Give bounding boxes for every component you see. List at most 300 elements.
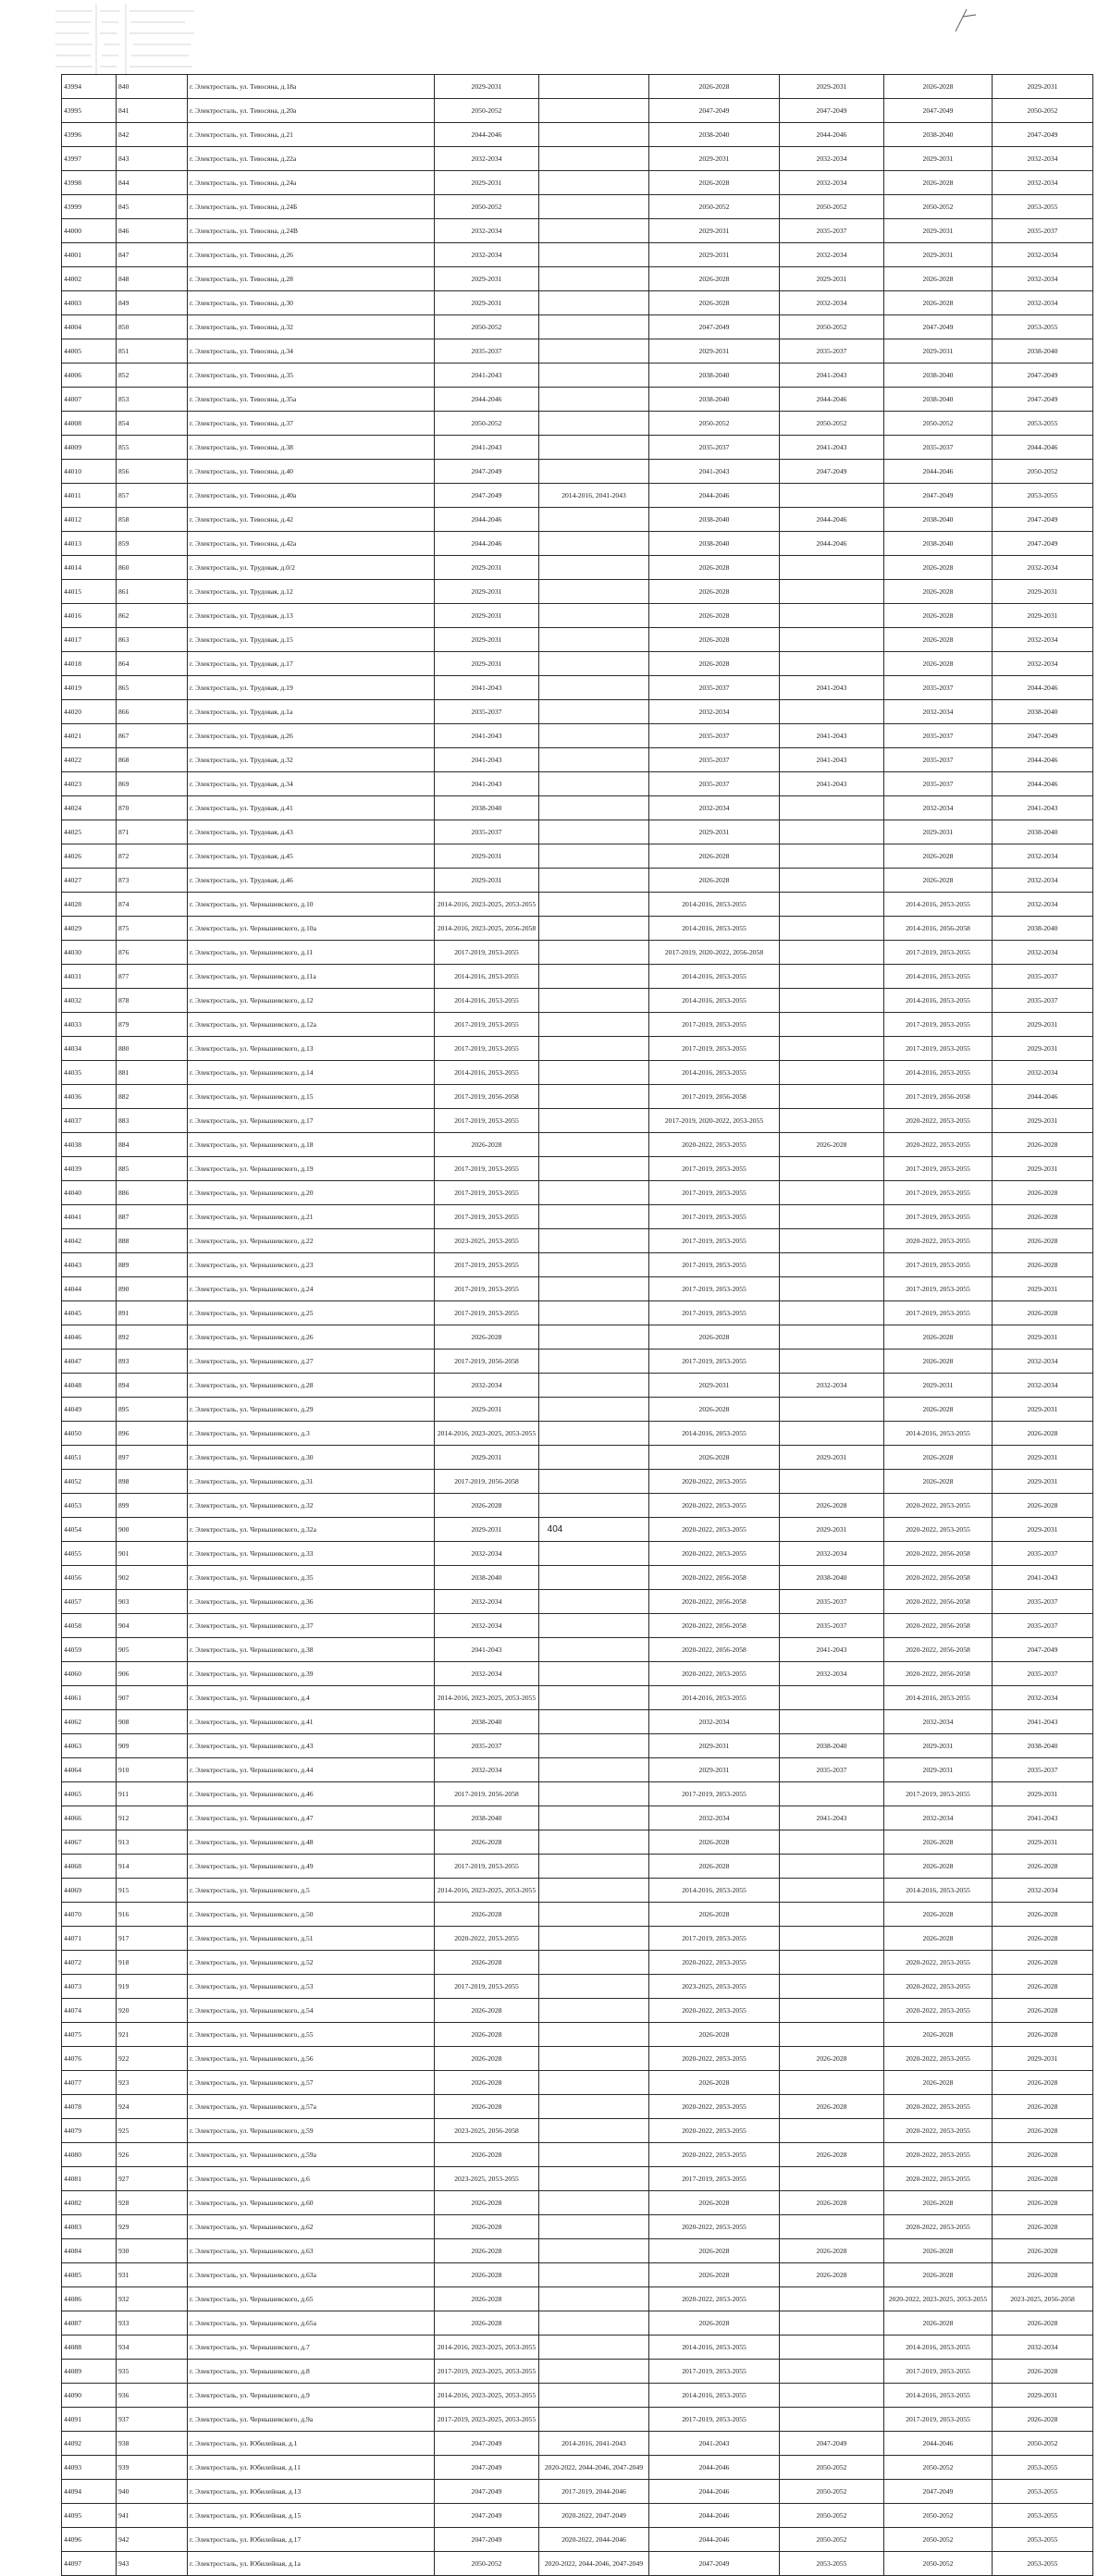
period-col-3-cell: 2044-2046 [649,2528,780,2552]
address-cell: г. Электросталь, ул. Чернышевского, д.56 [188,2047,435,2071]
period-col-6-cell: 2032-2034 [993,2336,1093,2360]
period-col-4-cell [780,2119,884,2143]
address-cell: г. Электросталь, ул. Тевосяна, д.40а [188,484,435,508]
table-row [62,1374,1093,1398]
period-col-4-cell [780,1782,884,1806]
period-col-1-cell: 2017-2019, 2056-2058 [435,1782,539,1806]
period-col-4-cell: 2035-2037 [780,1614,884,1638]
period-col-5-cell: 2026-2028 [884,2263,993,2287]
period-col-4-cell: 2038-2040 [780,1734,884,1758]
record-id-cell: 44057 [62,1590,117,1614]
address-cell: г. Электросталь, ул. Чернышевского, д.26 [188,1325,435,1350]
period-col-2-cell [539,1686,649,1710]
address-cell: г. Электросталь, ул. Чернышевского, д.12 [188,989,435,1013]
period-col-1-cell: 2044-2046 [435,388,539,412]
period-col-2-cell [539,1037,649,1061]
record-id-cell: 44056 [62,1566,117,1590]
period-col-3-cell: 2044-2046 [649,2456,780,2480]
period-col-3-cell: 2020-2022, 2056-2058 [649,1614,780,1638]
row-number-cell: 841 [117,99,188,123]
address-cell: г. Электросталь, ул. Чернышевского, д.37 [188,1614,435,1638]
address-cell: г. Электросталь, ул. Чернышевского, д.47 [188,1806,435,1830]
period-col-4-cell: 2041-2043 [780,364,884,388]
period-col-5-cell: 2017-2019, 2053-2055 [884,1782,993,1806]
period-col-3-cell: 2017-2019, 2053-2055 [649,1037,780,1061]
period-col-6-cell: 2032-2034 [993,1879,1093,1903]
table-row [62,1277,1093,1301]
record-id-cell: 44053 [62,1494,117,1518]
period-col-5-cell: 2035-2037 [884,772,993,796]
row-number-cell: 901 [117,1542,188,1566]
period-col-2-cell [539,2311,649,2336]
record-id-cell: 44039 [62,1157,117,1181]
row-number-cell: 910 [117,1758,188,1782]
table-row [62,1061,1093,1085]
period-col-2-cell [539,2047,649,2071]
period-col-1-cell: 2017-2019, 2053-2055 [435,1301,539,1325]
row-number-cell: 847 [117,243,188,267]
record-id-cell: 44084 [62,2239,117,2263]
period-col-1-cell: 2026-2028 [435,2095,539,2119]
period-col-3-cell: 2041-2043 [649,2432,780,2456]
period-col-6-cell: 2026-2028 [993,2095,1093,2119]
address-cell: г. Электросталь, ул. Тевосяна, д.34 [188,339,435,364]
period-col-2-cell [539,2119,649,2143]
period-col-2-cell [539,1157,649,1181]
period-col-3-cell: 2020-2022, 2053-2055 [649,1662,780,1686]
period-col-6-cell: 2041-2043 [993,1710,1093,1734]
table-row [62,1975,1093,1999]
period-col-3-cell: 2029-2031 [649,1374,780,1398]
period-col-6-cell: 2029-2031 [993,1325,1093,1350]
period-col-2-cell [539,1470,649,1494]
period-col-2-cell [539,1350,649,1374]
period-col-3-cell: 2017-2019, 2020-2022, 2053-2055 [649,1109,780,1133]
period-col-4-cell [780,652,884,676]
period-col-1-cell: 2047-2049 [435,2480,539,2504]
period-col-3-cell: 2014-2016, 2053-2055 [649,989,780,1013]
period-col-3-cell: 2017-2019, 2053-2055 [649,2360,780,2384]
period-col-6-cell: 2029-2031 [993,75,1093,99]
period-col-4-cell [780,796,884,820]
period-col-5-cell: 2044-2046 [884,460,993,484]
period-col-3-cell: 2017-2019, 2053-2055 [649,1157,780,1181]
period-col-3-cell: 2029-2031 [649,1758,780,1782]
period-col-2-cell [539,195,649,219]
row-number-cell: 921 [117,2023,188,2047]
period-col-3-cell: 2020-2022, 2056-2058 [649,1566,780,1590]
period-col-5-cell: 2047-2049 [884,315,993,339]
table-row [62,941,1093,965]
record-id-cell: 44009 [62,436,117,460]
row-number-cell: 906 [117,1662,188,1686]
period-col-4-cell [780,1181,884,1205]
table-row [62,2456,1093,2480]
record-id-cell: 44035 [62,1061,117,1085]
period-col-5-cell: 2020-2022, 2056-2058 [884,1662,993,1686]
record-id-cell: 44012 [62,508,117,532]
period-col-2-cell [539,1446,649,1470]
row-number-cell: 885 [117,1157,188,1181]
period-col-5-cell: 2020-2022, 2053-2055 [884,2047,993,2071]
period-col-2-cell [539,1855,649,1879]
period-col-1-cell: 2041-2043 [435,436,539,460]
period-col-3-cell: 2017-2019, 2056-2058 [649,1085,780,1109]
period-col-5-cell: 2026-2028 [884,869,993,893]
period-col-1-cell: 2017-2019, 2023-2025, 2053-2055 [435,2360,539,2384]
record-id-cell: 44054 [62,1518,117,1542]
period-col-3-cell: 2035-2037 [649,748,780,772]
period-col-5-cell: 2047-2049 [884,2480,993,2504]
period-col-6-cell: 2035-2037 [993,1590,1093,1614]
period-col-4-cell: 2050-2052 [780,2480,884,2504]
record-id-cell: 44096 [62,2528,117,2552]
table-row [62,2360,1093,2384]
row-number-cell: 890 [117,1277,188,1301]
row-number-cell: 868 [117,748,188,772]
period-col-1-cell: 2014-2016, 2023-2025, 2056-2058 [435,917,539,941]
period-col-3-cell: 2044-2046 [649,484,780,508]
period-col-6-cell: 2026-2028 [993,1422,1093,1446]
period-col-3-cell: 2014-2016, 2053-2055 [649,893,780,917]
address-cell: г. Электросталь, ул. Чернышевского, д.30 [188,1446,435,1470]
period-col-2-cell [539,243,649,267]
period-col-4-cell: 2029-2031 [780,75,884,99]
address-cell: г. Электросталь, ул. Чернышевского, д.22 [188,1229,435,1253]
period-col-3-cell: 2026-2028 [649,652,780,676]
period-col-3-cell: 2026-2028 [649,1855,780,1879]
record-id-cell: 44072 [62,1951,117,1975]
period-col-2-cell [539,1806,649,1830]
period-col-1-cell: 2038-2040 [435,1710,539,1734]
period-col-6-cell: 2026-2028 [993,2360,1093,2384]
record-id-cell: 44043 [62,1253,117,1277]
period-col-6-cell: 2029-2031 [993,1013,1093,1037]
period-col-3-cell: 2020-2022, 2053-2055 [649,1542,780,1566]
period-col-3-cell: 2017-2019, 2053-2055 [649,1350,780,1374]
row-number-cell: 914 [117,1855,188,1879]
period-col-5-cell: 2050-2052 [884,2552,993,2576]
period-col-3-cell: 2038-2040 [649,508,780,532]
period-col-1-cell: 2014-2016, 2023-2025, 2053-2055 [435,1879,539,1903]
table-row [62,796,1093,820]
period-col-1-cell: 2017-2019, 2053-2055 [435,1975,539,1999]
record-id-cell: 44071 [62,1927,117,1951]
address-cell: г. Электросталь, ул. Трудовая, д.13 [188,604,435,628]
period-col-5-cell: 2050-2052 [884,2528,993,2552]
table-row [62,1855,1093,1879]
table-row [62,965,1093,989]
period-col-4-cell [780,628,884,652]
period-col-5-cell: 2032-2034 [884,700,993,724]
row-number-cell: 871 [117,820,188,844]
period-col-2-cell [539,267,649,291]
period-col-2-cell [539,917,649,941]
period-col-4-cell [780,2360,884,2384]
period-col-6-cell: 2026-2028 [993,2143,1093,2167]
period-col-5-cell: 2017-2019, 2053-2055 [884,1301,993,1325]
period-col-5-cell: 2014-2016, 2053-2055 [884,1061,993,1085]
period-col-6-cell: 2026-2028 [993,2191,1093,2215]
address-cell: г. Электросталь, ул. Чернышевского, д.35 [188,1566,435,1590]
row-number-cell: 877 [117,965,188,989]
period-col-3-cell: 2017-2019, 2053-2055 [649,1782,780,1806]
row-number-cell: 859 [117,532,188,556]
period-col-6-cell: 2029-2031 [993,1518,1093,1542]
period-col-2-cell [539,2239,649,2263]
table-row [62,2047,1093,2071]
address-cell: г. Электросталь, ул. Трудовая, д.0/2 [188,556,435,580]
period-col-5-cell: 2026-2028 [884,2239,993,2263]
address-cell: г. Электросталь, ул. Трудовая, д.43 [188,820,435,844]
row-number-cell: 856 [117,460,188,484]
table-row [62,1879,1093,1903]
record-id-cell: 44002 [62,267,117,291]
period-col-4-cell [780,917,884,941]
period-col-2-cell [539,628,649,652]
record-id-cell: 44007 [62,388,117,412]
record-id-cell: 44033 [62,1013,117,1037]
period-col-6-cell: 2032-2034 [993,171,1093,195]
period-col-1-cell: 2017-2019, 2053-2055 [435,1205,539,1229]
record-id-cell: 44061 [62,1686,117,1710]
record-id-cell: 44050 [62,1422,117,1446]
period-col-2-cell [539,291,649,315]
period-col-1-cell: 2017-2019, 2053-2055 [435,1013,539,1037]
period-col-5-cell: 2020-2022, 2053-2055 [884,1133,993,1157]
period-col-4-cell: 2041-2043 [780,772,884,796]
address-cell: г. Электросталь, ул. Чернышевского, д.55 [188,2023,435,2047]
table-row [62,1566,1093,1590]
row-number-cell: 902 [117,1566,188,1590]
period-col-6-cell: 2026-2028 [993,2167,1093,2191]
period-col-1-cell: 2038-2040 [435,1806,539,1830]
period-col-4-cell [780,1398,884,1422]
row-number-cell: 861 [117,580,188,604]
row-number-cell: 882 [117,1085,188,1109]
period-col-5-cell: 2014-2016, 2053-2055 [884,2384,993,2408]
period-col-5-cell: 2032-2034 [884,796,993,820]
record-id-cell: 44049 [62,1398,117,1422]
period-col-3-cell: 2038-2040 [649,388,780,412]
period-col-2-cell [539,412,649,436]
record-id-cell: 44001 [62,243,117,267]
period-col-1-cell: 2029-2031 [435,267,539,291]
row-number-cell: 881 [117,1061,188,1085]
table-row [62,243,1093,267]
address-cell: г. Электросталь, ул. Тевосяна, д.40 [188,460,435,484]
record-id-cell: 44077 [62,2071,117,2095]
address-cell: г. Электросталь, ул. Тевосяна, д.32 [188,315,435,339]
row-number-cell: 844 [117,171,188,195]
period-col-3-cell: 2020-2022, 2053-2055 [649,2047,780,2071]
table-row [62,2408,1093,2432]
row-number-cell: 895 [117,1398,188,1422]
period-col-5-cell: 2014-2016, 2056-2058 [884,917,993,941]
period-col-6-cell: 2026-2028 [993,1975,1093,1999]
period-col-3-cell: 2047-2049 [649,2552,780,2576]
record-id-cell: 44026 [62,844,117,869]
period-col-1-cell: 2032-2034 [435,1758,539,1782]
table-row [62,508,1093,532]
period-col-6-cell: 2026-2028 [993,2263,1093,2287]
row-number-cell: 873 [117,869,188,893]
period-col-1-cell: 2050-2052 [435,412,539,436]
period-col-5-cell: 2020-2022, 2056-2058 [884,1614,993,1638]
period-col-3-cell: 2035-2037 [649,676,780,700]
period-col-4-cell: 2038-2040 [780,1566,884,1590]
period-col-5-cell: 2026-2028 [884,628,993,652]
period-col-2-cell [539,941,649,965]
row-number-cell: 872 [117,844,188,869]
period-col-1-cell: 2047-2049 [435,2456,539,2480]
address-cell: г. Электросталь, ул. Чернышевского, д.19 [188,1157,435,1181]
period-col-4-cell [780,580,884,604]
period-col-3-cell: 2026-2028 [649,291,780,315]
period-col-3-cell: 2023-2025, 2053-2055 [649,1975,780,1999]
record-id-cell: 44078 [62,2095,117,2119]
table-row [62,2504,1093,2528]
period-col-5-cell: 2020-2022, 2053-2055 [884,2143,993,2167]
record-id-cell: 44094 [62,2480,117,2504]
record-id-cell: 44010 [62,460,117,484]
period-col-1-cell: 2041-2043 [435,1638,539,1662]
period-col-4-cell: 2032-2034 [780,291,884,315]
period-col-3-cell: 2026-2028 [649,869,780,893]
table-row [62,412,1093,436]
record-id-cell: 44000 [62,219,117,243]
table-row [62,1350,1093,1374]
record-id-cell: 44091 [62,2408,117,2432]
period-col-4-cell: 2026-2028 [780,1494,884,1518]
period-col-4-cell [780,1710,884,1734]
record-id-cell: 44032 [62,989,117,1013]
table-row [62,1301,1093,1325]
period-col-5-cell: 2020-2022, 2053-2055 [884,2119,993,2143]
period-col-2-cell [539,1662,649,1686]
period-col-4-cell: 2032-2034 [780,171,884,195]
address-cell: г. Электросталь, ул. Чернышевского, д.49 [188,1855,435,1879]
period-col-5-cell: 2038-2040 [884,123,993,147]
period-col-5-cell: 2020-2022, 2053-2055 [884,1494,993,1518]
period-col-1-cell: 2017-2019, 2053-2055 [435,1157,539,1181]
period-col-5-cell: 2020-2022, 2053-2055 [884,1109,993,1133]
period-col-1-cell: 2029-2031 [435,604,539,628]
row-number-cell: 940 [117,2480,188,2504]
period-col-5-cell: 2017-2019, 2053-2055 [884,1205,993,1229]
period-col-4-cell [780,1903,884,1927]
period-col-1-cell: 2026-2028 [435,1494,539,1518]
address-cell: г. Электросталь, ул. Чернышевского, д.15 [188,1085,435,1109]
address-cell: г. Электросталь, ул. Тевосяна, д.24Б [188,195,435,219]
period-col-2-cell [539,1590,649,1614]
record-id-cell: 44005 [62,339,117,364]
period-col-1-cell: 2026-2028 [435,2263,539,2287]
address-cell: г. Электросталь, ул. Тевосяна, д.20а [188,99,435,123]
period-col-5-cell: 2026-2028 [884,2023,993,2047]
table-row [62,700,1093,724]
address-cell: г. Электросталь, ул. Чернышевского, д.60 [188,2191,435,2215]
period-col-6-cell: 2053-2055 [993,2480,1093,2504]
period-col-6-cell: 2026-2028 [993,1903,1093,1927]
period-col-3-cell: 2026-2028 [649,2239,780,2263]
row-number-cell: 887 [117,1205,188,1229]
period-col-1-cell: 2029-2031 [435,556,539,580]
period-col-3-cell: 2020-2022, 2053-2055 [649,2215,780,2239]
period-col-5-cell: 2014-2016, 2053-2055 [884,893,993,917]
record-id-cell: 44058 [62,1614,117,1638]
period-col-3-cell: 2029-2031 [649,147,780,171]
period-col-1-cell: 2041-2043 [435,676,539,700]
period-col-5-cell: 2014-2016, 2053-2055 [884,1422,993,1446]
period-col-5-cell: 2017-2019, 2053-2055 [884,2408,993,2432]
record-id-cell: 43996 [62,123,117,147]
record-id-cell: 44045 [62,1301,117,1325]
period-col-3-cell: 2020-2022, 2053-2055 [649,1470,780,1494]
table-row [62,99,1093,123]
period-col-4-cell: 2044-2046 [780,508,884,532]
address-cell: г. Электросталь, ул. Чернышевского, д.41 [188,1710,435,1734]
period-col-6-cell: 2053-2055 [993,315,1093,339]
table-row [62,1037,1093,1061]
row-number-cell: 853 [117,388,188,412]
period-col-5-cell: 2020-2022, 2053-2055 [884,1518,993,1542]
table-row [62,388,1093,412]
period-col-5-cell: 2026-2028 [884,1470,993,1494]
period-col-4-cell [780,1277,884,1301]
record-id-cell: 44064 [62,1758,117,1782]
table-row [62,2119,1093,2143]
table-row [62,1951,1093,1975]
period-col-5-cell: 2017-2019, 2053-2055 [884,1181,993,1205]
period-col-2-cell [539,1638,649,1662]
table-row [62,2552,1093,2576]
period-col-6-cell: 2026-2028 [993,2239,1093,2263]
period-col-2-cell [539,219,649,243]
period-col-6-cell: 2026-2028 [993,1855,1093,1879]
period-col-6-cell: 2026-2028 [993,1301,1093,1325]
period-col-4-cell: 2032-2034 [780,1542,884,1566]
period-col-4-cell [780,1686,884,1710]
period-col-3-cell: 2026-2028 [649,1325,780,1350]
table-row [62,1157,1093,1181]
row-number-cell: 929 [117,2215,188,2239]
period-col-3-cell: 2020-2022, 2053-2055 [649,2119,780,2143]
period-col-4-cell: 2029-2031 [780,1446,884,1470]
period-col-5-cell: 2026-2028 [884,604,993,628]
period-col-6-cell: 2053-2055 [993,2528,1093,2552]
period-col-6-cell: 2050-2052 [993,2432,1093,2456]
period-col-5-cell: 2038-2040 [884,388,993,412]
period-col-1-cell: 2044-2046 [435,532,539,556]
address-cell: г. Электросталь, ул. Юбилейная, д.13 [188,2480,435,2504]
record-id-cell: 44019 [62,676,117,700]
period-col-2-cell [539,1951,649,1975]
address-cell: г. Электросталь, ул. Чернышевского, д.65а [188,2311,435,2336]
period-col-3-cell: 2029-2031 [649,243,780,267]
period-col-2-cell [539,1422,649,1446]
period-col-2-cell [539,2167,649,2191]
period-col-4-cell: 2026-2028 [780,2095,884,2119]
period-col-6-cell: 2026-2028 [993,2071,1093,2095]
period-col-2-cell [539,1758,649,1782]
record-id-cell: 44041 [62,1205,117,1229]
period-col-3-cell: 2050-2052 [649,195,780,219]
period-col-2-cell [539,1133,649,1157]
row-number-cell: 909 [117,1734,188,1758]
period-col-4-cell: 2047-2049 [780,2432,884,2456]
period-col-2-cell [539,1542,649,1566]
